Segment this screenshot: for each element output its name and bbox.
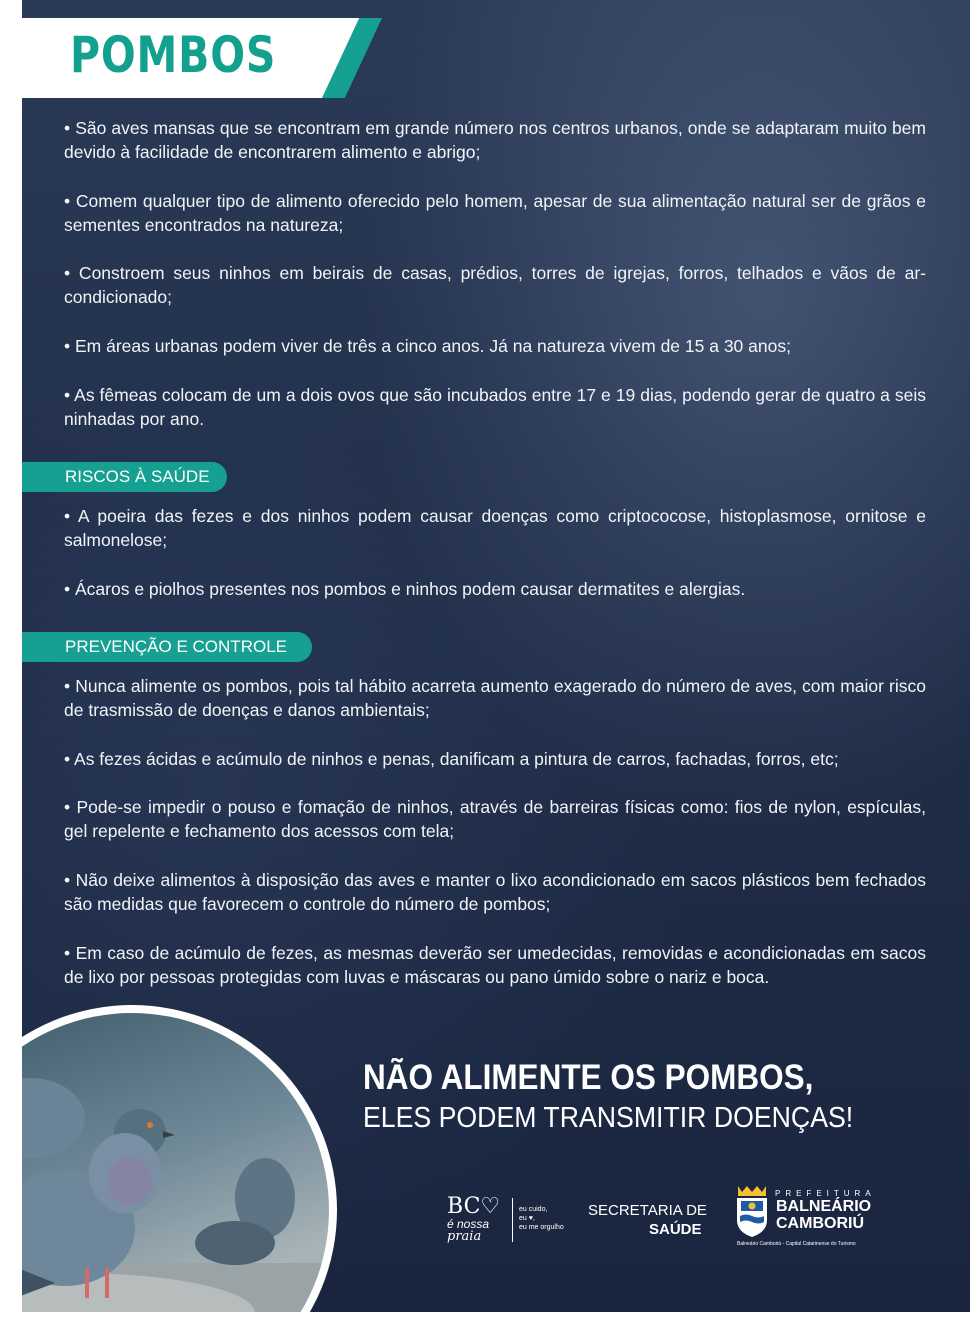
logo-divider bbox=[512, 1198, 513, 1242]
page-title: POMBOS bbox=[70, 26, 277, 84]
bc-tagline: eu cuido, eu ♥, eu me orgulho bbox=[519, 1206, 564, 1231]
prevention-item: • Pode-se impedir o pouso e fomação de ninhos, através de barreiras físicas como: fios de nylon, espículas, gel repelente e fechamento dos acessos com tela; bbox=[64, 797, 926, 841]
intro-item: • Em áreas urbanas podem viver de três a cinco anos. Já na natureza vivem de 15 a 30 anos; bbox=[64, 336, 791, 356]
section-heading-risks: RISCOS À SAÚDE bbox=[22, 462, 227, 492]
city-crest-icon bbox=[734, 1186, 770, 1238]
bc-praia-logo bbox=[447, 1196, 500, 1244]
risk-item: • Ácaros e piolhos presentes nos pombos e ninhos podem causar dermatites e alergias. bbox=[64, 579, 746, 599]
bc-logo-text: BC♡ bbox=[447, 1194, 501, 1219]
prevention-item: • As fezes ácidas e acúmulo de ninhos e penas, danificam a pintura de carros, fachadas, forros, etc; bbox=[64, 749, 839, 769]
city-name-line2: CAMBORIÚ bbox=[776, 1215, 864, 1232]
city-tagline: Balneário Camboriú - Capital Catarinense do Turismo bbox=[737, 1241, 856, 1247]
intro-item: • Constroem seus ninhos em beirais de casas, prédios, torres de igrejas, forros, telhados e vãos de ar-condicionado; bbox=[64, 263, 926, 307]
poster bbox=[22, 0, 970, 1312]
city-name-line1: BALNEÁRIO bbox=[776, 1198, 872, 1215]
intro-item: • As fêmeas colocam de um a dois ovos que são incubados entre 17 e 19 dias, podendo gerar de quatro a seis ninhadas por ano. bbox=[64, 385, 926, 429]
slogan-headline: NÃO ALIMENTE OS POMBOS, bbox=[363, 1058, 814, 1097]
prevention-item: • Nunca alimente os pombos, pois tal hábito acarreta aumento exagerado do número de aves, com maior risco de trasmissão de doenças e danos ambientais; bbox=[64, 676, 926, 720]
prevention-item: • Em caso de acúmulo de fezes, as mesmas deverão ser umedecidas, removidas e acondicionadas em sacos de lixo por pessoas protegidas com luvas e máscaras ou pano úmido sobre o nariz e boca. bbox=[64, 943, 926, 987]
prefeitura-label: PREFEITURA bbox=[775, 1189, 876, 1198]
intro-item: • Comem qualquer tipo de alimento oferecido pelo homem, apesar de sua alimentação natural ser de grãos e sementes encontrados na natureza; bbox=[64, 191, 926, 235]
secretaria-label: SECRETARIA DE bbox=[588, 1202, 707, 1219]
secretaria-name: SAÚDE bbox=[649, 1221, 702, 1238]
city-name bbox=[776, 1198, 871, 1232]
section-heading-prevention: PREVENÇÃO E CONTROLE bbox=[22, 632, 312, 662]
pigeon-photo bbox=[22, 1013, 329, 1312]
risk-item: • A poeira das fezes e dos ninhos podem causar doenças como criptococose, histoplasmose, ornitose e salmonelose; bbox=[64, 506, 926, 550]
bc-logo-sub2: praia bbox=[447, 1229, 482, 1244]
bc-logo-sub: é nossa bbox=[447, 1217, 490, 1231]
slogan-subline: ELES PODEM TRANSMITIR DOENÇAS! bbox=[363, 1102, 854, 1134]
intro-item: • São aves mansas que se encontram em grande número nos centros urbanos, onde se adaptaram muito bem devido à facilidade de encontrarem alimento e abrigo; bbox=[64, 118, 926, 162]
pigeon-illustration bbox=[22, 1013, 329, 1312]
prevention-item: • Não deixe alimentos à disposição das aves e manter o lixo acondicionado em sacos plásticos bem fechados são medidas que favorecem o controle do número de pombos; bbox=[64, 870, 926, 914]
